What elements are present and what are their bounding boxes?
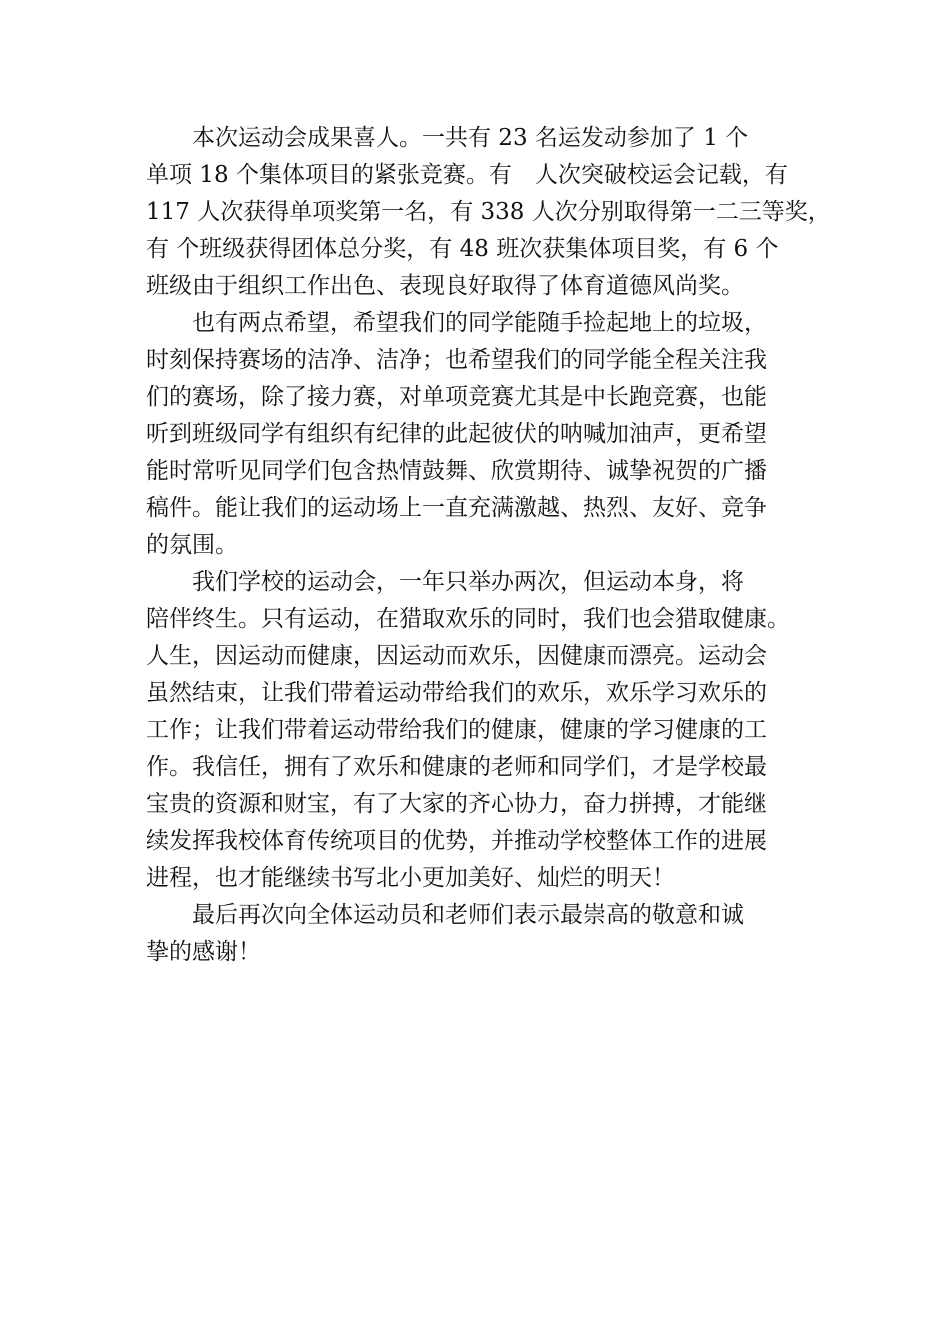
text-line: 117 人次获得单项奖第一名，有 338 人次分别取得第一二三等奖， [146, 199, 831, 225]
text-line: 也有两点希望，希望我们的同学能随手捡起地上的垃圾， [146, 310, 767, 336]
text-line: 能时常听见同学们包含热情鼓舞、欣赏期待、诚挚祝贺的广播 [146, 458, 767, 484]
text-line: 虽然结束，让我们带着运动带给我们的欢乐，欢乐学习欢乐的 [146, 680, 767, 706]
text-line: 宝贵的资源和财宝，有了大家的齐心协力，奋力拼搏，才能继 [146, 791, 767, 817]
paragraph-2 [146, 305, 818, 564]
text-line: 人生，因运动而健康，因运动而欢乐，因健康而漂亮。运动会 [146, 643, 767, 669]
text-line: 工作；让我们带着运动带给我们的健康，健康的学习健康的工 [146, 717, 767, 743]
text-line: 单项 18 个集体项目的紧张竞赛。有 人次突破校运会记载，有 [146, 162, 788, 188]
text-line: 稿件。能让我们的运动场上一直充满激越、热烈、友好、竞争 [146, 495, 767, 521]
text-line: 的氛围。 [146, 532, 238, 558]
text-line: 班级由于组织工作出色、表现良好取得了体育道德风尚奖。 [146, 273, 744, 299]
text-line: 们的赛场，除了接力赛，对单项竞赛尤其是中长跑竞赛，也能 [146, 384, 767, 410]
text-line: 作。我信任，拥有了欢乐和健康的老师和同学们，才是学校最 [146, 754, 767, 780]
document-body [146, 120, 831, 971]
paragraph-4 [146, 897, 818, 971]
text-line: 陪伴终生。只有运动，在猎取欢乐的同时，我们也会猎取健康。 [146, 606, 790, 632]
text-line: 我们学校的运动会，一年只举办两次，但运动本身，将 [146, 569, 744, 595]
text-line: 有 个班级获得团体总分奖，有 48 班次获集体项目奖，有 6 个 [146, 236, 779, 262]
text-line: 续发挥我校体育传统项目的优势，并推动学校整体工作的进展 [146, 828, 767, 854]
text-line: 听到班级同学有组织有纪律的此起彼伏的呐喊加油声，更希望 [146, 421, 767, 447]
text-line: 本次运动会成果喜人。一共有 23 名运发动参加了 1 个 [146, 125, 749, 151]
text-line: 进程，也才能继续书写北小更加美好、灿烂的明天！ [146, 865, 675, 891]
text-line: 最后再次向全体运动员和老师们表示最崇高的敬意和诚 [146, 902, 744, 928]
text-line: 时刻保持赛场的洁净、洁净；也希望我们的同学能全程关注我 [146, 347, 767, 373]
text-line: 挚的感谢！ [146, 939, 261, 965]
paragraph-3 [146, 564, 818, 897]
paragraph-1 [146, 120, 831, 305]
